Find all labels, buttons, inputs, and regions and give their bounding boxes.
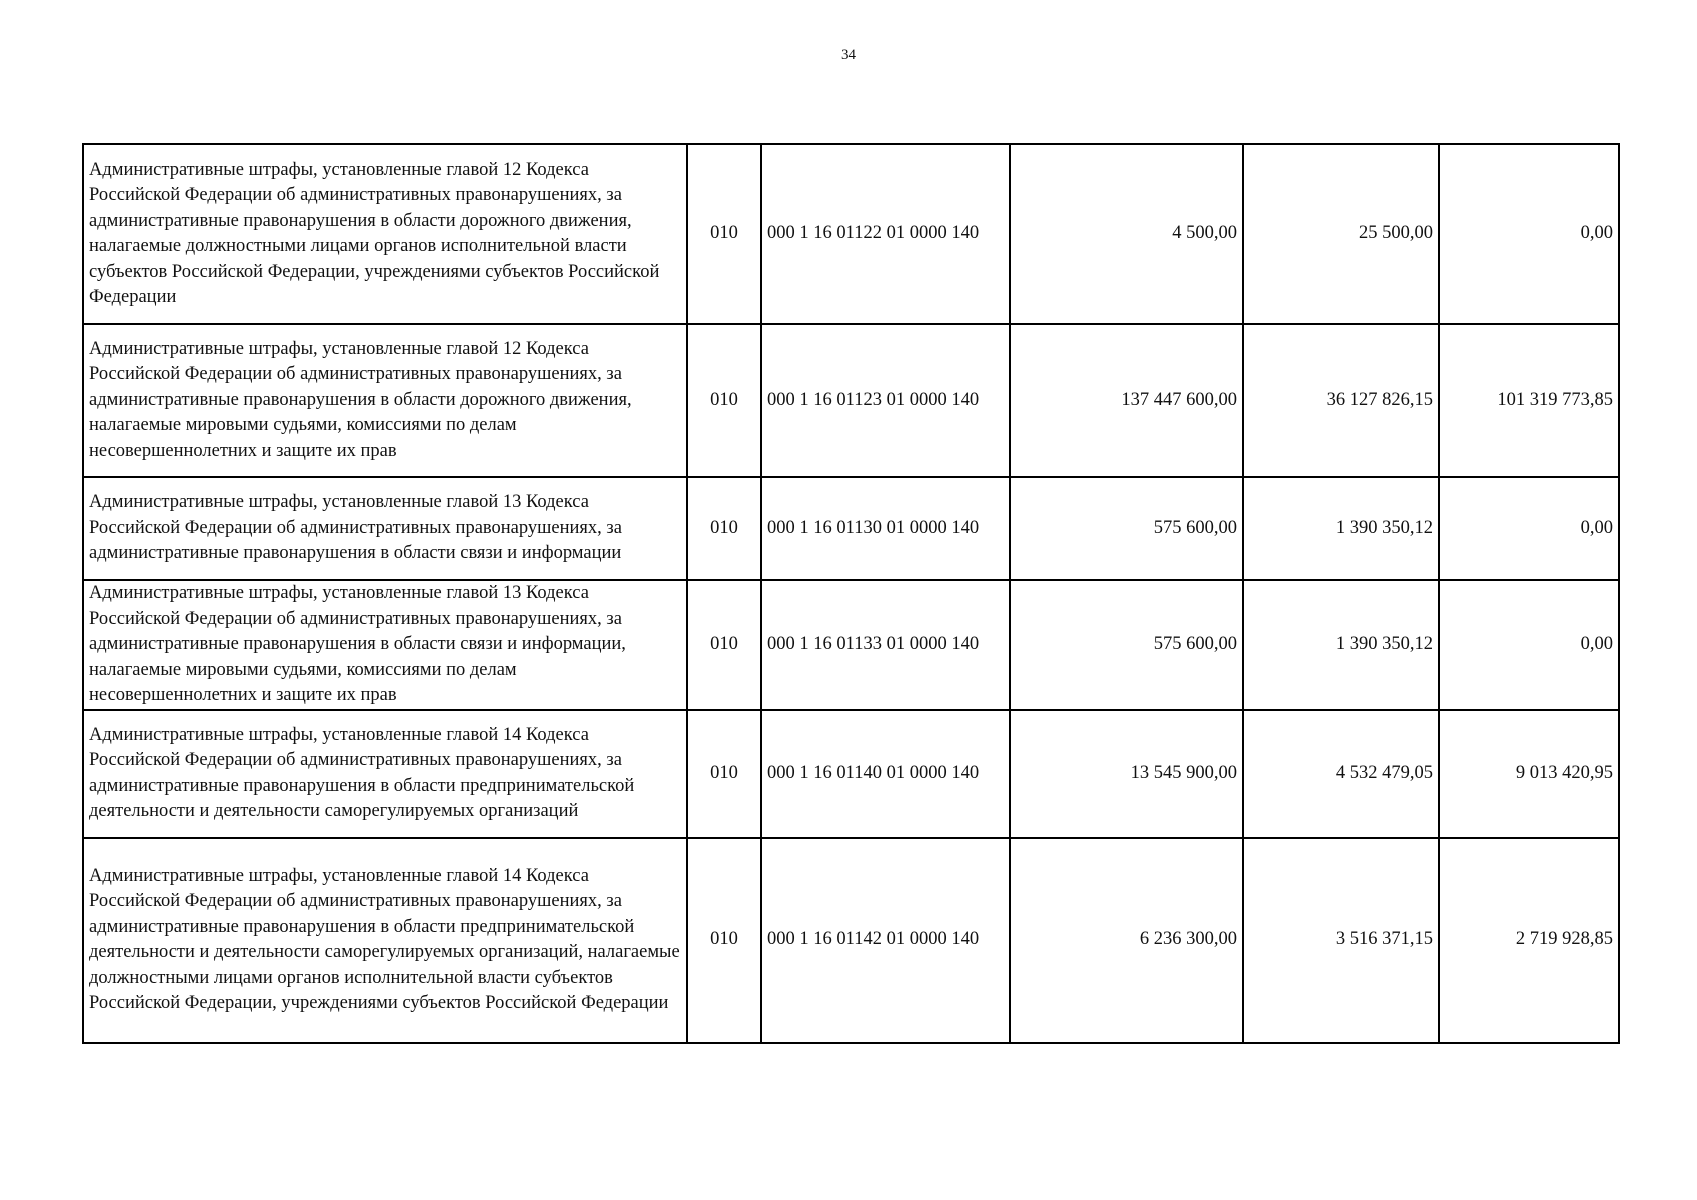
row-kbk: 000 1 16 01123 01 0000 140 <box>761 324 1010 477</box>
row-kbk: 000 1 16 01140 01 0000 140 <box>761 710 1010 838</box>
row-description: Административные штрафы, установленные главой 13 Кодекса Российской Федерации об административных правонарушениях, за административные правонарушения в области связи и информации <box>83 477 687 580</box>
row-value-2: 3 516 371,15 <box>1243 838 1439 1043</box>
row-value-2: 36 127 826,15 <box>1243 324 1439 477</box>
row-value-3: 9 013 420,95 <box>1439 710 1619 838</box>
table-row <box>83 324 1619 477</box>
row-kbk: 000 1 16 01122 01 0000 140 <box>761 144 1010 324</box>
row-code: 010 <box>687 838 761 1043</box>
row-value-2: 1 390 350,12 <box>1243 477 1439 580</box>
row-code: 010 <box>687 324 761 477</box>
page-number: 34 <box>841 47 856 63</box>
row-value-1: 137 447 600,00 <box>1010 324 1243 477</box>
table-row <box>83 477 1619 580</box>
table-row <box>83 838 1619 1043</box>
row-code: 010 <box>687 710 761 838</box>
row-value-2: 25 500,00 <box>1243 144 1439 324</box>
row-kbk: 000 1 16 01130 01 0000 140 <box>761 477 1010 580</box>
table-row <box>83 710 1619 838</box>
row-value-3: 101 319 773,85 <box>1439 324 1619 477</box>
row-value-3: 0,00 <box>1439 580 1619 710</box>
row-value-1: 4 500,00 <box>1010 144 1243 324</box>
row-kbk: 000 1 16 01133 01 0000 140 <box>761 580 1010 710</box>
row-code: 010 <box>687 144 761 324</box>
row-code: 010 <box>687 477 761 580</box>
row-description: Административные штрафы, установленные главой 13 Кодекса Российской Федерации об административных правонарушениях, за административные правонарушения в области связи и информации, налагаемые мировыми судьями, комиссиями по делам несовершеннолетних и защите их прав <box>83 580 687 710</box>
row-value-1: 575 600,00 <box>1010 580 1243 710</box>
row-value-3: 0,00 <box>1439 477 1619 580</box>
row-value-1: 575 600,00 <box>1010 477 1243 580</box>
revenue-table <box>82 143 1620 1044</box>
row-value-3: 2 719 928,85 <box>1439 838 1619 1043</box>
row-description: Административные штрафы, установленные главой 12 Кодекса Российской Федерации об административных правонарушениях, за административные правонарушения в области дорожного движения, налагаемые должностными лицами органов исполнительной власти субъектов Российской Федерации, учреждениями субъектов Российской Федерации <box>83 144 687 324</box>
row-value-1: 6 236 300,00 <box>1010 838 1243 1043</box>
row-description: Административные штрафы, установленные главой 14 Кодекса Российской Федерации об административных правонарушениях, за административные правонарушения в области предпринимательской деятельности и деятельности саморегулируемых организаций, налагаемые должностными лицами органов исполнительной власти субъектов Российской Федерации, учреждениями субъектов Российской Федерации <box>83 838 687 1043</box>
table-row <box>83 144 1619 324</box>
row-code: 010 <box>687 580 761 710</box>
row-kbk: 000 1 16 01142 01 0000 140 <box>761 838 1010 1043</box>
row-value-1: 13 545 900,00 <box>1010 710 1243 838</box>
row-value-3: 0,00 <box>1439 144 1619 324</box>
row-description: Административные штрафы, установленные главой 12 Кодекса Российской Федерации об административных правонарушениях, за административные правонарушения в области дорожного движения, налагаемые мировыми судьями, комиссиями по делам несовершеннолетних и защите их прав <box>83 324 687 477</box>
table-row <box>83 580 1619 710</box>
row-value-2: 4 532 479,05 <box>1243 710 1439 838</box>
row-value-2: 1 390 350,12 <box>1243 580 1439 710</box>
row-description: Административные штрафы, установленные главой 14 Кодекса Российской Федерации об административных правонарушениях, за административные правонарушения в области предпринимательской деятельности и деятельности саморегулируемых организаций <box>83 710 687 838</box>
